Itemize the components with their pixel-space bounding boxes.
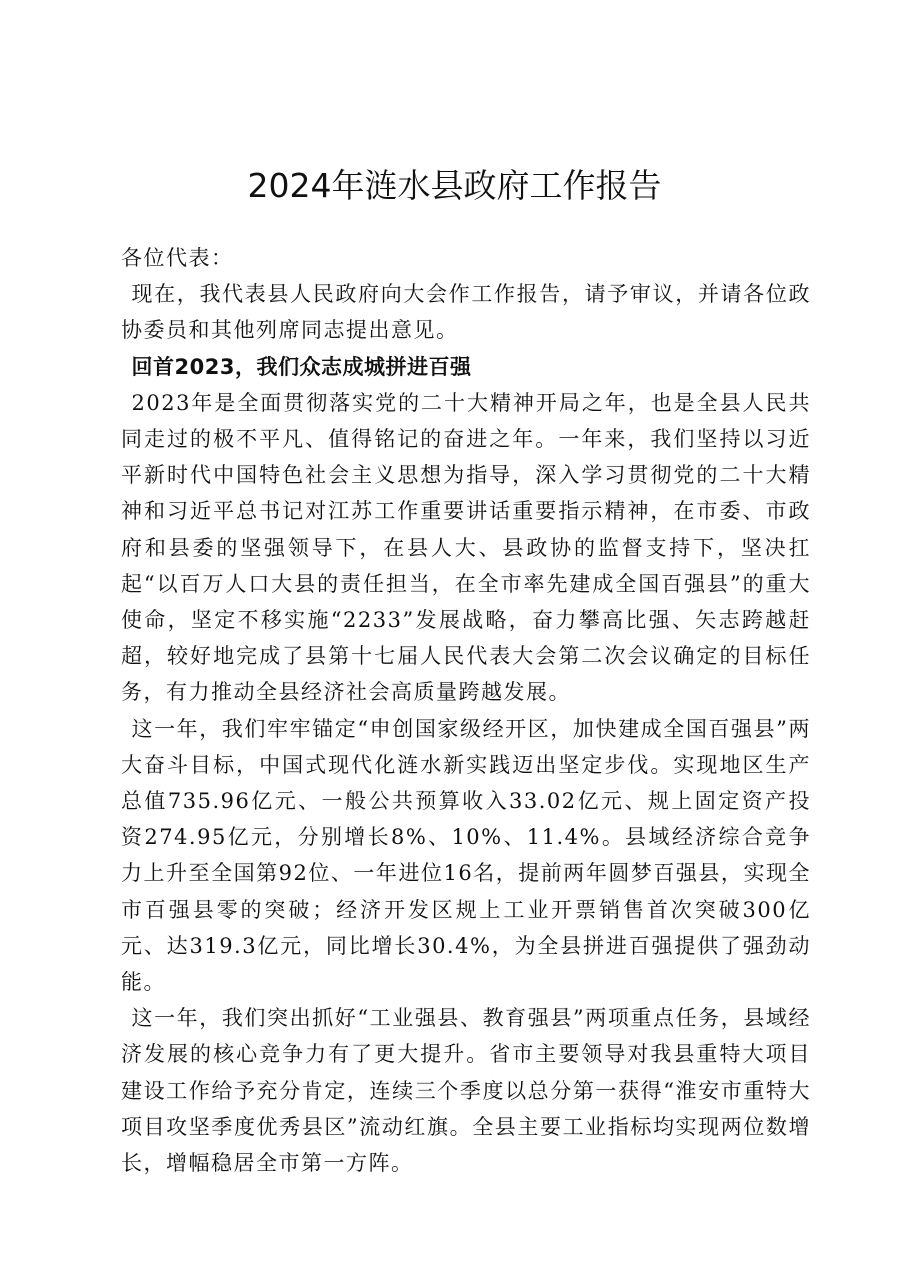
body-paragraph: 2023年是全面贯彻落实党的二十大精神开局之年，也是全县人民共同走过的极不平凡、值得铭记的奋进之年。一年来，我们坚持以习近平新时代中国特色社会主义思想为指导，深入学习贯彻党的二十大精神和习近平总书记对江苏工作重要讲话重要指示精神，在市委、市政府和县委的坚强领导下，在县人大、县政协的监督支持下，坚决扛起“以百万人口大县的责任担当，在全市率先建成全国百强县”的重大使命，坚定不移实施“2233”发展战略，奋力攀高比强、矢志跨越赶超，较好地完成了县第十七届人民代表大会第二次会议确定的目标任务，有力推动全县经济社会高质量跨越发展。 (121, 390, 811, 705)
body-paragraph: 这一年，我们突出抓好“工业强县、教育强县”两项重点任务，县域经济发展的核心竞争力有了更大提升。省市主要领导对我县重特大项目建设工作给予充分肯定，连续三个季度以总分第一获得“淮安市重特大项目攻坚季度优秀县区”流动红旗。全县主要工业指标均实现两位数增长，增幅稳居全市第一方阵。 (121, 1006, 811, 1176)
intro-paragraph: 现在，我代表县人民政府向大会作工作报告，请予审议，并请各位政协委员和其他列席同志提出意见。 (121, 282, 811, 343)
body-paragraph: 这一年，我们牢牢锚定“申创国家级经开区，加快建成全国百强县”两大奋斗目标，中国式现代化涟水新实践迈出坚定步伐。实现地区生产总值735.96亿元、一般公共预算收入33.02亿元、规上固定资产投资274.95亿元，分别增长8%、10%、11.4%。县域经济综合竞争力上升至全国第92位、一年进位16名，提前两年圆梦百强县，实现全市百强县零的突破；经济开发区规上工业开票销售首次突破300亿元、达319.3亿元，同比增长30.4%，为全县拼进百强提供了强劲动能。 (121, 716, 811, 995)
salutation: 各位代表： (121, 246, 234, 270)
document-body (121, 240, 811, 1181)
document-title: 2024年涟水县政府工作报告 (247, 166, 662, 205)
section-heading: 回首2023，我们众志成城拼进百强 (131, 354, 472, 379)
